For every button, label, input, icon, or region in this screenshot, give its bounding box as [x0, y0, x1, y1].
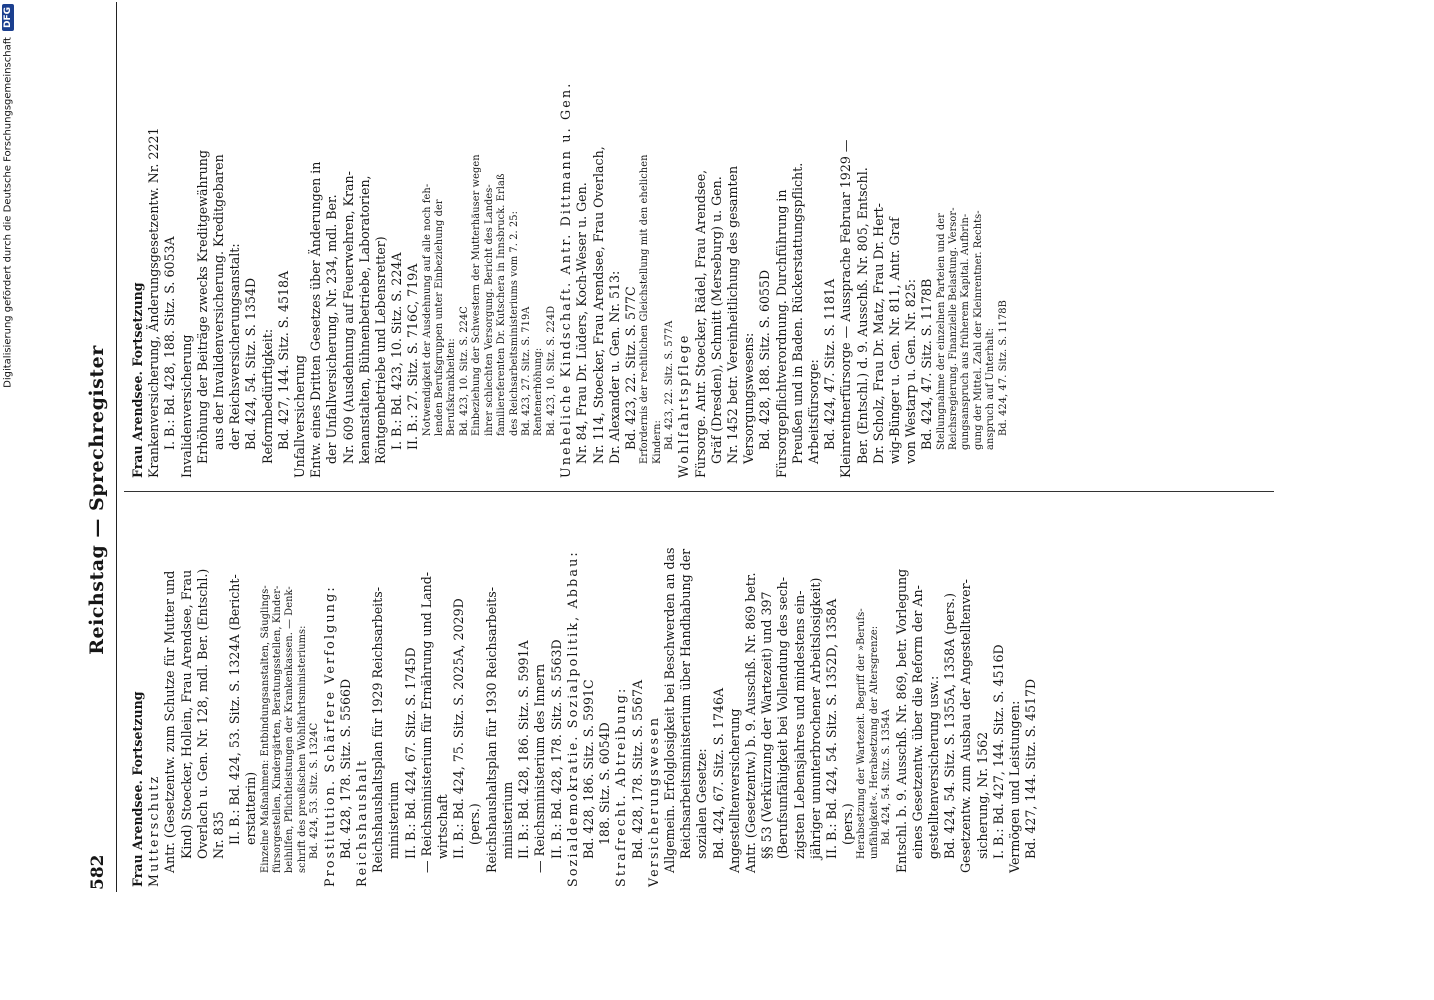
left-column-entry: Reichshaushaltsplan für 1929 Reichsarbeits-	[370, 587, 386, 873]
left-column-entry: Bd. 424, 67. Sitz. S. 1746A	[710, 687, 726, 859]
right-column-entry: Reichsregierung. Finanzielle Belastung. Versor-	[948, 207, 960, 450]
left-column-entry: Bd. 424, 53. Sitz. S. 1324C	[309, 722, 321, 859]
right-column-entry: Erhöhung der Beiträge zwecks Kreditgewährung	[194, 150, 210, 464]
left-column-entry: eines Gesetzentw. über die Reform der An-	[909, 585, 925, 859]
left-column-entry: Strafrecht. Abtreibung:	[613, 686, 629, 887]
right-column-entry: Erfordernis der rechtlichen Gleichstellung mit den ehelichen	[639, 154, 651, 464]
left-column-entry: Bd. 427, 144. Sitz. S. 4517D	[1023, 678, 1039, 859]
right-column-entry: Bd. 423, 27. Sitz. S. 719A	[520, 306, 532, 436]
right-column-entry: Fürsorgepflichtverordnung. Durchführung in	[773, 189, 789, 478]
left-column-entry: zigsten Lebensjahres und mindestens ein-	[791, 590, 807, 859]
left-column-entry: Frau Arendsee. Fortsetzung	[130, 691, 145, 887]
right-column-entry: Nr. 1452 betr. Vereinheitlichung des gesamten	[724, 165, 740, 464]
right-column-entry: der Reichsversicherungsanstalt:	[227, 243, 243, 450]
right-column-entry: Frau Arendsee. Fortsetzung	[130, 282, 145, 478]
left-column-entry: Kind) Stoecker, Hollein, Frau Arendsee, Frau	[178, 569, 194, 859]
right-column-entry: Unfallversicherung	[292, 355, 308, 478]
left-column-entry: II. B.: Bd. 424, 67. Sitz. S. 1745D	[402, 647, 418, 859]
left-column-entry: — Reichsministerium des Innern	[532, 663, 548, 873]
left-column-entry: Angestelltenversicherung	[726, 708, 742, 873]
right-column-entry: Kindern:	[651, 420, 663, 464]
column-divider	[124, 491, 1274, 492]
right-column-entry: aus der Invalidenversicherung. Kreditgebaren	[211, 154, 227, 450]
right-column-entry: von Westarp u. Gen. Nr. 825:	[903, 279, 919, 464]
right-column-entry: Bd. 423, 10. Sitz. S. 224D	[545, 305, 557, 436]
right-column-entry: Bd. 423, 22. Sitz. S. 577C	[622, 286, 638, 450]
page-header	[0, 0, 130, 1000]
right-column-entry: Arbeitsfürsorge:	[805, 359, 821, 464]
right-column-entry: Invalidenversicherung	[178, 334, 194, 478]
right-column-entry: Bd. 424, 54. Sitz. S. 1354D	[243, 277, 259, 450]
left-column-entry: II. B.: Bd. 428, 186. Sitz. S. 5991A	[516, 640, 532, 859]
right-column-entry: Einbeziehung der Schwestern der Mutterhäuser wegen	[471, 154, 483, 436]
left-column	[130, 502, 1039, 887]
left-column-entry: Bd. 424, 54. Sitz. S. 1355A, 1358A (pers.)	[942, 592, 958, 859]
left-column-entry: Bd. 424, 54. Sitz. S. 1354A	[881, 709, 893, 845]
left-column-entry: schrift des preußischen Wohlfahrtsministeriums:	[296, 625, 308, 873]
left-column-entry: Herabsetzung der Wartezeit. Begriff der »Berufs-	[856, 608, 868, 859]
right-column-entry: Dr. Scholz, Frau Dr. Matz, Frau Dr. Hert-	[870, 203, 886, 464]
right-column-entry: kenanstalten, Bühnenbetriebe, Laboratorien,	[356, 175, 372, 464]
right-column-entry: Rentenerhöhung:	[533, 347, 545, 436]
right-column-entry: Dr. Alexander u. Gen. Nr. 513:	[606, 270, 622, 464]
left-column-entry: ministerium	[499, 781, 515, 859]
right-column-entry: Nr. 84, Frau Dr. Lüders, Koch-Weser u. Gen.	[574, 182, 590, 464]
right-column-entry: wig-Bünger u. Gen. Nr. 811, Antr. Graf	[887, 217, 902, 464]
right-column-entry: Bd. 427, 144. Sitz. S. 4518A	[275, 270, 291, 450]
left-column-entry: §§ 53 (Verkürzung der Wartezeit) und 397	[759, 591, 775, 859]
running-title: Reichstag — Sprechregister	[86, 345, 108, 655]
left-column-entry: Vermögen und Leistungen:	[1007, 700, 1022, 873]
right-column-entry: Wohlfahrtspflege	[676, 333, 692, 478]
right-column-entry: gungsanspruch aus früherem Kapital. Aufbrin-	[960, 213, 972, 450]
left-column-entry: Bd. 428, 186. Sitz. S. 5991C	[580, 679, 596, 859]
page-number: 582	[88, 854, 108, 890]
left-column-entry: II. B.: Bd. 424, 53. Sitz. S. 1324A (Bericht-	[227, 574, 243, 845]
header-rule	[116, 2, 117, 892]
right-column-entry: lenden Berufsgruppen unter Einbeziehung der	[434, 199, 446, 436]
left-column-entry: Nr. 835	[211, 811, 227, 859]
right-column-entry: Reformbedürftigkeit:	[259, 328, 275, 464]
right-column-entry: Krankenversicherung, Änderungsgesetzentw. Nr. 2221	[146, 127, 162, 478]
left-column-entry: ministerium	[386, 781, 402, 859]
right-column-entry: des Reichsarbeitsministeriums vom 7. 2. 25:	[508, 210, 520, 436]
right-column-entry: Stellungnahme der einzelnen Parteien und der	[935, 213, 947, 450]
digitization-credit-text: Digitalisierung gefördert durch die Deutsche Forschungsgemeinschaft	[2, 37, 14, 388]
right-column-entry: Entw. eines Dritten Gesetzes über Änderungen in	[308, 161, 324, 478]
right-column-entry: Bd. 424, 47. Sitz. S. 1178B	[919, 278, 935, 450]
left-column-entry: Bd. 428, 178. Sitz. S. 5566D	[337, 678, 353, 859]
right-column-entry: Versorgungswesens:	[741, 332, 757, 464]
left-column-entry: Prostitution. Schärfere Verfolgung:	[321, 585, 337, 887]
left-column-entry: II. B.: Bd. 428, 178. Sitz. S. 5563D	[548, 639, 564, 859]
left-column-entry: jähriger ununterbrochener Arbeitslosigkeit)	[807, 577, 823, 859]
left-column-entry: Antr. (Gesetzentw. zum Schutze für Mutter und	[162, 570, 178, 873]
right-column-entry: Nr. 114, Stoecker, Frau Arendsee, Frau Overlach,	[590, 146, 606, 464]
left-column-entry: I. B.: Bd. 427, 144. Sitz. S. 4516D	[990, 644, 1006, 859]
right-column	[130, 81, 1010, 478]
right-column-entry: Nr. 609 (Ausdehnung auf Feuerwehren, Kran-	[340, 171, 356, 464]
right-column-entry: ihrer schlechten Versorgung. Bericht des Landes-	[483, 184, 495, 436]
right-column-entry: anspruch auf Unterhalt:	[985, 327, 997, 450]
right-column-entry: Gräf (Dresden), Schmitt (Merseburg) u. Gen.	[708, 176, 724, 464]
left-column-entry: wirtschaft	[435, 794, 451, 859]
dfg-logo: DFG	[2, 4, 14, 31]
right-column-entry: I. B.: Bd. 423, 10. Sitz. S. 224A	[389, 252, 405, 450]
right-column-entry: Preußen und in Baden. Rückerstattungspflicht.	[789, 162, 805, 464]
right-column-entry: Bd. 423, 10. Sitz. S. 224C	[458, 306, 470, 436]
left-column-entry: Allgemein. Erfolglosigkeit bei Beschwerden an das	[661, 547, 677, 873]
right-column-entry: Bd. 424, 47. Sitz. S. 1178B	[997, 300, 1009, 436]
left-column-entry: — Reichsministerium für Ernährung und Land-	[418, 571, 434, 873]
right-column-entry: der Unfallversicherung, Nr. 234, mdl. Ber.	[324, 194, 340, 464]
left-column-entry: Mutterschutz	[146, 774, 162, 887]
left-column-entry: unfähigkeit«. Herabsetzung der Altersgrenze:	[868, 625, 880, 859]
left-column-entry: Antr. (Gesetzentw.) b. 9. Ausschß. Nr. 869 betr.	[742, 572, 758, 873]
right-column-entry: Berufskrankheiten:	[446, 338, 458, 436]
left-column-entry: Reichsarbeitsministerium über Handhabung der	[678, 548, 694, 859]
right-column-entry: Notwendigkeit der Ausdehnung auf alle noch feh-	[421, 183, 433, 436]
right-column-entry: II. B.: 27. Sitz. S. 716C, 719A	[405, 263, 421, 450]
right-column-entry: Bd. 424, 47. Sitz. S. 1181A	[822, 278, 838, 450]
left-column-entry: II. B.: Bd. 424, 75. Sitz. S. 2025A, 2029D	[451, 598, 467, 859]
right-column-entry: Kleinrentnerfürsorge — Aussprache Februar 1929 —	[838, 139, 854, 478]
left-column-entry: fürsorgestellen, Kindergärten, Beratungsstellen, Kinder-	[272, 585, 284, 873]
left-column-entry: (pers.)	[467, 803, 483, 845]
left-column-entry: II. B.: Bd. 424, 54. Sitz. S. 1352D, 1358A	[823, 598, 839, 859]
left-column-entry: sozialen Gesetze:	[694, 748, 710, 859]
right-column-entry: familiereferenten Dr. Kutschera in Innsbruck. Erlaß	[496, 173, 508, 436]
left-column-entry: (pers.)	[840, 803, 856, 845]
left-column-entry: Entschl. b. 9. Ausschß. Nr. 869, betr. Vorlegung	[893, 568, 909, 873]
right-column-entry: Bd. 428, 188. Sitz. S. 6055D	[757, 269, 773, 450]
left-column-entry: Einzelne Maßnahmen: Entbindungsanstalten, Säuglings-	[259, 585, 271, 873]
right-column-entry: I. B.: Bd. 428, 188. Sitz. S. 6053A	[162, 236, 178, 450]
left-column-entry: beihilfen, Pflichtleistungen der Krankenkassen. — Denk-	[284, 586, 296, 873]
left-column-entry: (Berufsunfähigkeit bei Vollendung des sech-	[775, 577, 791, 859]
left-column-entry: Reichshaushalt	[354, 758, 370, 887]
left-column-entry: gestelltenversicherung usw.:	[925, 675, 941, 859]
right-column-entry: Bd. 423, 22. Sitz. S. 577A	[663, 320, 675, 450]
right-column-entry: Uneheliche Kindschaft. Antr. Dittmann u. Gen.	[558, 81, 574, 478]
left-column-entry: 188. Sitz. S. 6054D	[597, 722, 613, 845]
right-column-entry: Fürsorge. Antr. Stoecker, Rädel, Frau Arendsee,	[692, 169, 708, 478]
left-column-entry: sicherung, Nr. 1562	[974, 731, 990, 859]
right-column-entry: Ber. (Entschl.) d. 9. Ausschß. Nr. 805, Entschl.	[854, 167, 870, 464]
left-column-entry: Gesetzentw. zum Ausbau der Angestelltenver-	[958, 579, 974, 873]
left-column-entry: Overlach u. Gen. Nr. 128, mdl. Ber. (Entschl.)	[194, 568, 210, 859]
right-column-entry: gung der Mittel. Zahl der Kleinrentner. Rechts-	[972, 210, 984, 450]
left-column-entry: Reichshaushaltsplan für 1930 Reichsarbeits-	[483, 587, 499, 873]
left-column-entry: Bd. 428, 178. Sitz. S. 5567A	[629, 679, 645, 859]
right-column-entry: Röntgenbetriebe und Lebensretter)	[373, 236, 389, 464]
left-column-entry: Versicherungswesen	[645, 715, 661, 887]
left-column-entry: Sozialdemokratie. Sozialpolitik, Abbau:	[564, 550, 580, 887]
left-column-entry: erstatterin)	[243, 771, 259, 845]
